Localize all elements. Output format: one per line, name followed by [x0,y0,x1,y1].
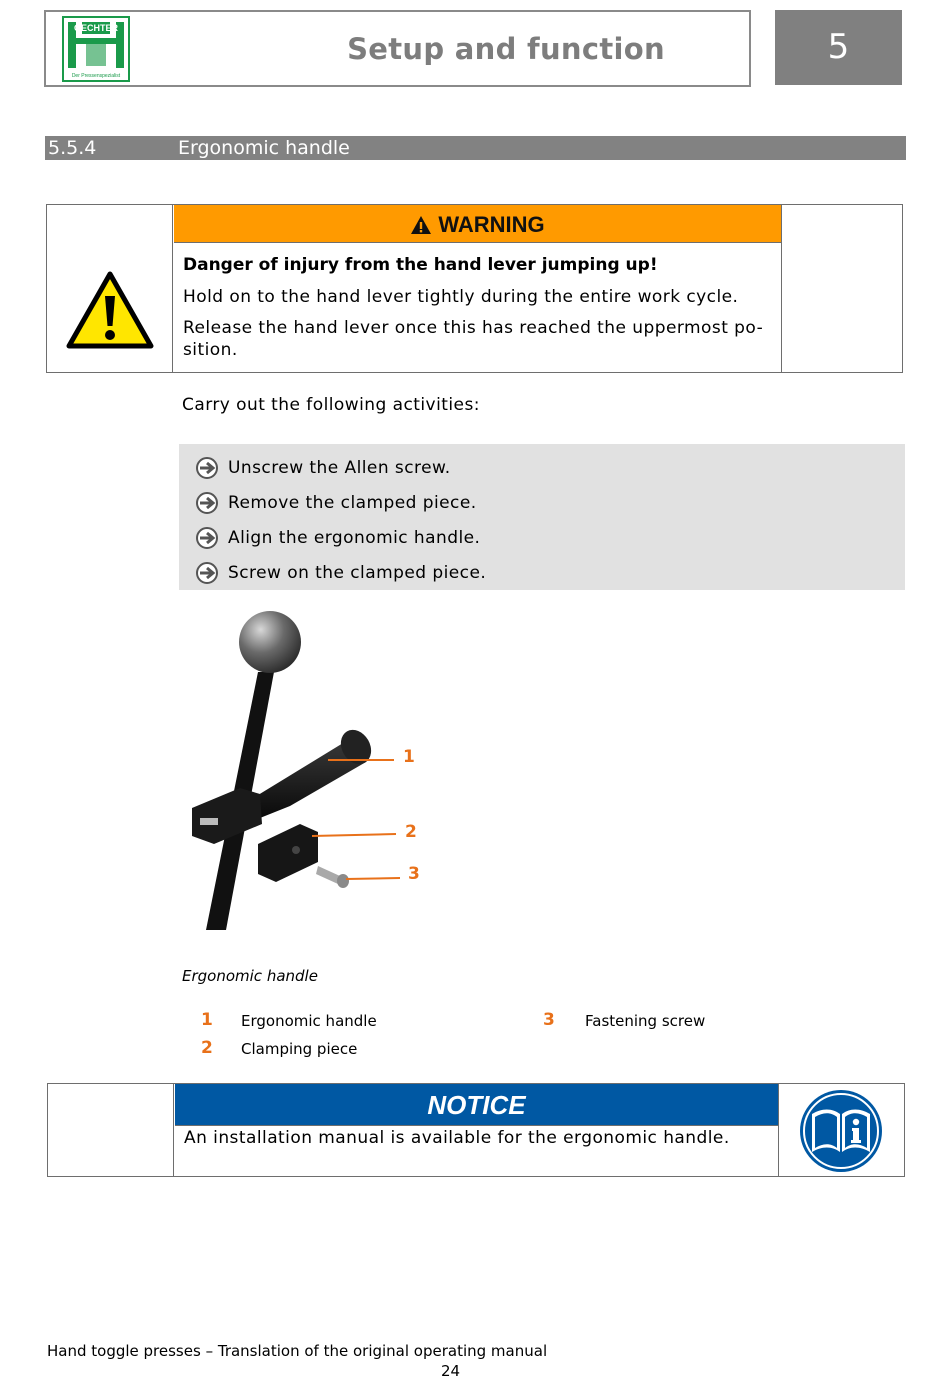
list-item [196,525,480,551]
page-header [44,10,751,87]
step-arrow-icon [196,457,220,479]
warning-body [183,253,775,361]
list-item [196,560,486,586]
legend-label: Fastening screw [585,1012,706,1030]
warning-header [174,205,781,243]
warning-text-1: Hold on to the hand lever tightly during the entire work cycle. [183,287,739,307]
chapter-number: 5 [775,10,902,85]
svg-text:Der Pressenspezialist: Der Pressenspezialist [71,73,121,79]
step-arrow-icon [196,492,220,514]
list-item [196,455,451,481]
warning-triangle-icon [65,270,155,350]
warning-headline: Danger of injury from the hand lever jumping up! [183,255,658,275]
section-heading [45,136,906,160]
page-title: Setup and function [347,32,665,66]
ergonomic-handle-figure [180,600,440,940]
legend-number: 1 [201,1010,213,1030]
notice-box [47,1083,905,1177]
footer-document: Translation of the original operating manual [217,1342,548,1360]
step-text: Unscrew the Allen screw. [228,458,451,478]
callout-label: 3 [408,864,420,884]
instruction-intro: Carry out the following activities: [182,395,480,415]
legend-label: Clamping piece [241,1040,358,1058]
warning-box [46,204,903,373]
warning-icon-cell [47,205,173,372]
section-title: Ergonomic handle [178,137,350,159]
notice-empty-cell [48,1084,174,1176]
legend-label: Ergonomic handle [241,1012,377,1030]
callout-label: 2 [405,822,417,842]
section-number: 5.5.4 [48,137,97,159]
manual-info-icon [798,1088,884,1174]
legend-number: 3 [543,1010,555,1030]
figure-caption: Ergonomic handle [182,967,318,985]
page-footer [47,1342,547,1360]
notice-text: An installation manual is available for the ergonomic handle. [184,1128,730,1148]
footer-product: Hand toggle presses [47,1342,201,1360]
step-arrow-icon [196,562,220,584]
svg-text:GECHTER: GECHTER [73,23,119,33]
warning-right-divider [781,205,782,372]
warning-small-icon [410,215,432,235]
step-arrow-icon [196,527,220,549]
notice-right-divider [778,1084,779,1176]
page-number: 24 [441,1362,461,1380]
step-text: Align the ergonomic handle. [228,528,481,548]
warning-signal-word: WARNING [438,212,545,237]
company-logo [62,16,132,84]
step-list [179,444,905,590]
step-text: Remove the clamped piece. [228,493,477,513]
step-text: Screw on the clamped piece. [228,563,487,583]
footer-dash: – [205,1342,214,1360]
list-item [196,490,477,516]
warning-text-2: Release the hand lever once this has reached the uppermost po- sition. [183,318,764,360]
ergonomic-handle-illustration [180,600,440,940]
legend-number: 2 [201,1038,213,1058]
notice-header: NOTICE [175,1084,778,1126]
callout-label: 1 [403,747,415,767]
